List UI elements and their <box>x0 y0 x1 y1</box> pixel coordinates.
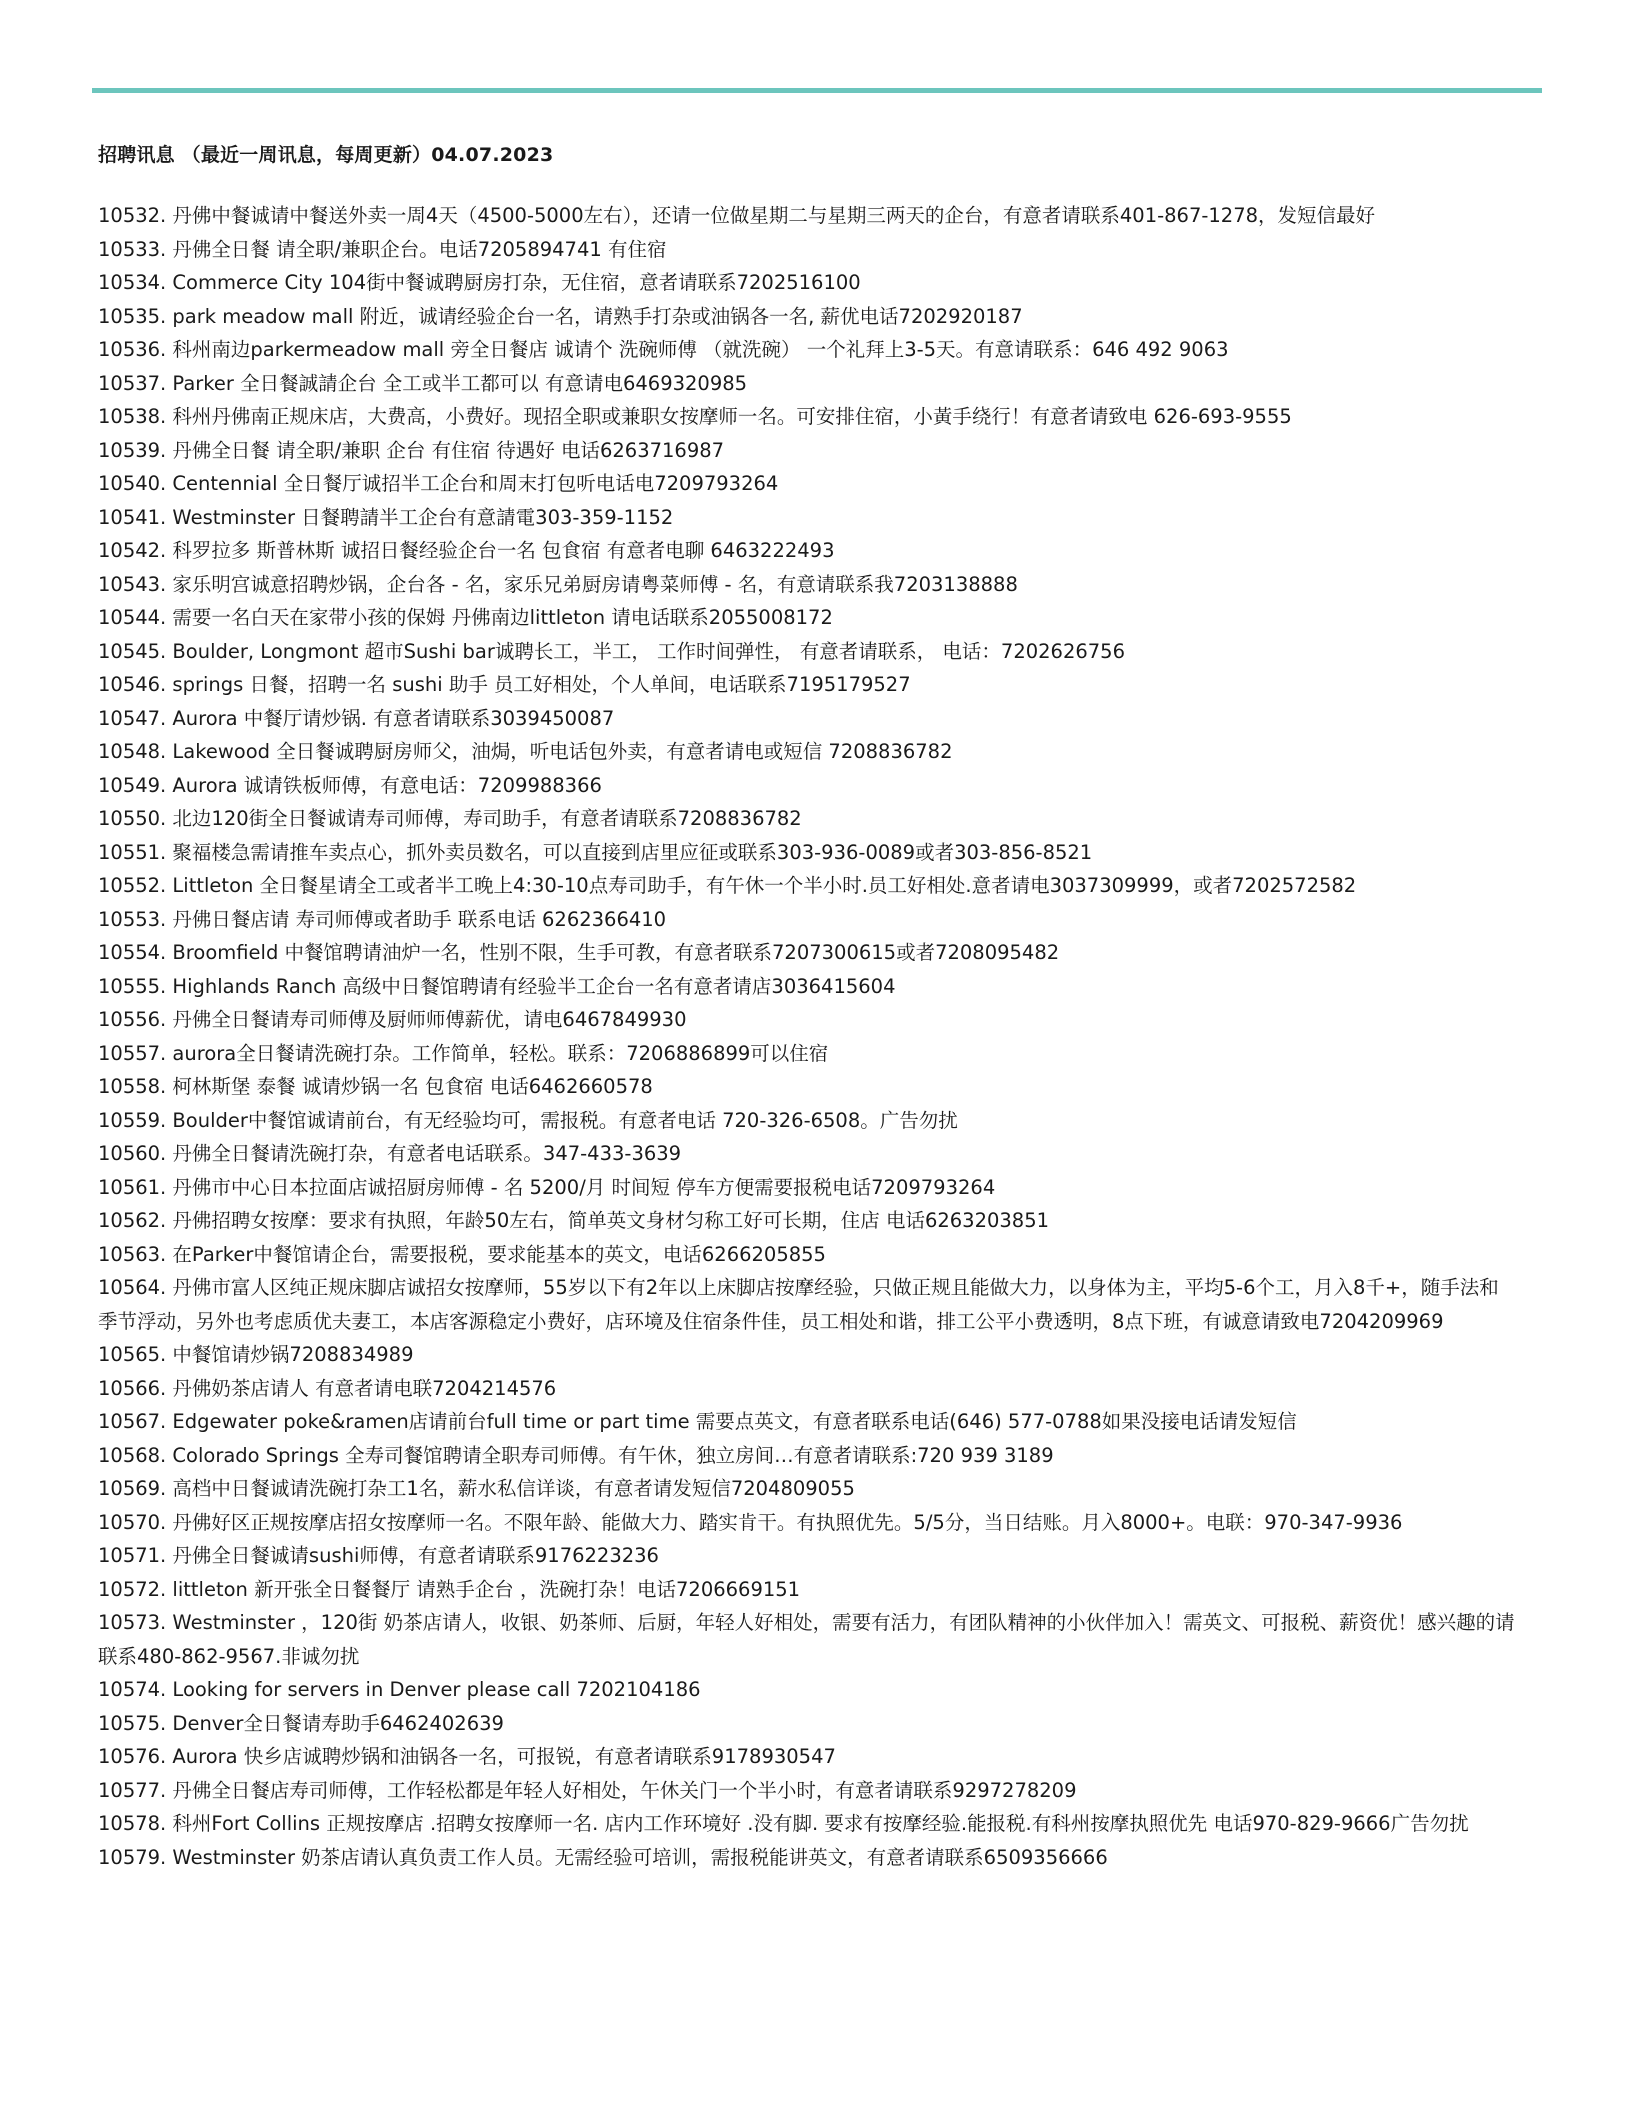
job-listing-item: 10563. 在Parker中餐馆请企台，需要报税，要求能基本的英文，电话6266205855 <box>98 1242 826 1266</box>
job-listing-item: 10571. 丹佛全日餐诚请sushi师傅，有意者请联系9176223236 <box>98 1544 659 1567</box>
job-listing-item: 10570. 丹佛好区正规按摩店招女按摩师一名。不限年龄、能做大力、踏实肯干。有执照优先。5/5分，当日结账。月入8000+。电联：970-347-9936 <box>98 1510 1403 1534</box>
job-listing-item: 10559. Boulder中餐馆诚请前台，有无经验均可，需报税。有意者电话 720-326-6508。广告勿扰 <box>98 1108 958 1132</box>
job-listing-item: 10548. Lakewood 全日餐诚聘厨房师父，油焗，听电话包外卖，有意者请电或短信 7208836782 <box>98 740 953 763</box>
job-listing-item: 10535. park meadow mall 附近，诚请经验企台一名，请熟手打杂或油锅各一名, 薪优电话7202920187 <box>98 304 1023 328</box>
job-listing-item: 10565. 中餐馆请炒锅7208834989 <box>98 1343 414 1366</box>
job-listing-item: 10547. Aurora 中餐厅请炒锅. 有意者请联系3039450087 <box>98 706 615 730</box>
job-listing-item: 10537. Parker 全日餐誠請企台 全工或半工都可以 有意请电6469320985 <box>98 371 748 395</box>
job-listing-item: 10539. 丹佛全日餐 请全职/兼职 企台 有住宿 待遇好 电话6263716987 <box>98 438 725 462</box>
job-listing-item: 10540. Centennial 全日餐厅诚招半工企台和周末打包听电话电7209793264 <box>98 472 779 495</box>
job-listing-item: 10566. 丹佛奶茶店请人 有意者请电联7204214576 <box>98 1376 557 1400</box>
job-listing-item: 10572. littleton 新开张全日餐餐厅 请熟手企台 ，洗碗打杂！电话7206669151 <box>98 1577 801 1601</box>
job-listing-item: 10556. 丹佛全日餐请寿司师傅及厨师师傅薪优，请电6467849930 <box>98 1008 687 1031</box>
job-listing-item: 10545. Boulder, Longmont 超市Sushi bar诚聘长工，半工， 工作时间弹性， 有意者请联系， 电话：7202626756 <box>98 639 1125 663</box>
job-listing-item: 10553. 丹佛日餐店请 寿司师傅或者助手 联系电话 6262366410 <box>98 907 667 931</box>
job-listing-item: 10554. Broomfield 中餐馆聘请油炉一名，性别不限，生手可教，有意者联系7207300615或者7208095482 <box>98 941 1060 964</box>
page-title: 招聘讯息 （最近一周讯息，每周更新）04.07.2023 <box>98 144 554 166</box>
header-divider <box>92 88 1542 93</box>
job-listing-item: 10576. Aurora 快乡店诚聘炒锅和油锅各一名，可报锐，有意者请联系9178930547 <box>98 1745 836 1768</box>
job-listing-item: 10573. Westminster ，120街 奶茶店请人，收银、奶茶师、后厨，年轻人好相处，需要有活力，有团队精神的小伙伴加入！需英文、可报税、薪资优！感兴趣的请联系480-862-9567.非诚勿扰 <box>98 1611 1515 1668</box>
job-listing-item: 10536. 科州南边parkermeadow mall 旁全日餐店 诚请个 洗碗师傅 （就洗碗） 一个礼拜上3-5天。有意请联系：646 492 9063 <box>98 338 1229 361</box>
job-listing-item: 10534. Commerce City 104街中餐诚聘厨房打杂，无住宿，意者请联系7202516100 <box>98 271 861 294</box>
job-listing-item: 10574. Looking for servers in Denver please call 7202104186 <box>98 1678 701 1701</box>
job-listing-item: 10551. 聚福楼急需请推车卖点心，抓外卖员数名，可以直接到店里应征或联系303-936-0089或者303-856-8521 <box>98 840 1093 864</box>
job-listing-item: 10538. 科州丹佛南正规床店，大费高，小费好。现招全职或兼职女按摩师一名。可安排住宿，小黃手绕行！有意者请致电 626-693-9555 <box>98 405 1292 428</box>
job-listing-item: 10575. Denver全日餐请寿助手6462402639 <box>98 1711 504 1735</box>
job-listing-item: 10552. Littleton 全日餐星请全工或者半工晚上4:30-10点寿司助手，有午休一个半小时.员工好相处.意者请电3037309999，或者7202572582 <box>98 874 1357 897</box>
job-listing-item: 10578. 科州Fort Collins 正规按摩店 .招聘女按摩师一名. 店内工作环境好 .没有脚. 要求有按摩经验.能报税.有科州按摩执照优先 电话970-829-9666广告勿扰 <box>98 1812 1469 1835</box>
job-listing-item: 10564. 丹佛市富人区纯正规床脚店诚招女按摩师，55岁以下有2年以上床脚店按摩经验，只做正规且能做大力，以身体为主，平均5-6个工，月入8千+，随手法和季节浮动，另外也考虑质优夫妻工，本店客源稳定小费好，店环境及住宿条件佳，员工相处和谐，排工公平小费透明，8点下班，有诚意请致电7204209969 <box>98 1276 1499 1333</box>
job-listing-item: 10532. 丹佛中餐诚请中餐送外卖一周4天（4500-5000左右），还请一位做星期二与星期三两天的企台，有意者请联系401-867-1278，发短信最好 <box>98 204 1376 227</box>
job-listing-item: 10560. 丹佛全日餐请洗碗打杂，有意者电话联系。347-433-3639 <box>98 1142 682 1165</box>
job-listing-item: 10543. 家乐明宫诚意招聘炒锅，企台各 - 名，家乐兄弟厨房请粤菜师傅 - 名，有意请联系我7203138888 <box>98 572 1018 596</box>
job-listing-item: 10579. Westminster 奶茶店请认真负责工作人员。无需经验可培训，需报税能讲英文，有意者请联系6509356666 <box>98 1845 1108 1869</box>
job-listing-item: 10557. aurora全日餐请洗碗打杂。工作简单，轻松。联系：7206886899可以住宿 <box>98 1041 829 1065</box>
job-listing-item: 10558. 柯林斯堡 泰餐 诚请炒锅一名 包食宿 电话6462660578 <box>98 1075 653 1098</box>
job-listing-item: 10567. Edgewater poke&ramen店请前台full time or part time 需要点英文，有意者联系电话(646) 577-0788如果没接电话请发短信 <box>98 1410 1297 1433</box>
job-listing-item: 10562. 丹佛招聘女按摩：要求有执照，年龄50左右，简单英文身材匀称工好可长期，住店 电话6263203851 <box>98 1209 1050 1232</box>
job-listing-item: 10544. 需要一名白天在家带小孩的保姆 丹佛南边littleton 请电话联系2055008172 <box>98 606 833 629</box>
job-listing-item: 10577. 丹佛全日餐店寿司师傅，工作轻松都是年轻人好相处，午休关门一个半小时，有意者请联系9297278209 <box>98 1778 1077 1802</box>
job-listing-item: 10568. Colorado Springs 全寿司餐馆聘请全职寿司师傅。有午休，独立房间…有意者请联系:720 939 3189 <box>98 1443 1054 1467</box>
job-listing-item: 10555. Highlands Ranch 高级中日餐馆聘请有经验半工企台一名有意者请店3036415604 <box>98 974 896 998</box>
job-listing-item: 10549. Aurora 诚请铁板师傅，有意电话：7209988366 <box>98 773 602 797</box>
job-listing-item: 10550. 北边120街全日餐诚请寿司师傅，寿司助手，有意者请联系7208836782 <box>98 807 802 830</box>
job-listing-item: 10561. 丹佛市中心日本拉面店诚招厨房师傅 - 名 5200/月 时间短 停车方便需要报税电话7209793264 <box>98 1175 996 1199</box>
job-listing-item: 10546. springs 日餐，招聘一名 sushi 助手 员工好相处，个人单间，电话联系7195179527 <box>98 673 911 696</box>
job-listing-item: 10542. 科罗拉多 斯普林斯 诚招日餐经验企台一名 包食宿 有意者电聊 6463222493 <box>98 539 835 562</box>
job-listing-item: 10541. Westminster 日餐聘請半工企台有意請電303-359-1152 <box>98 505 674 529</box>
job-listing-item: 10533. 丹佛全日餐 请全职/兼职企台。电话7205894741 有住宿 <box>98 237 667 261</box>
job-listing-item: 10569. 高档中日餐诚请洗碗打杂工1名，薪水私信详谈，有意者请发短信7204809055 <box>98 1477 855 1500</box>
job-listing-list <box>98 199 1518 1874</box>
